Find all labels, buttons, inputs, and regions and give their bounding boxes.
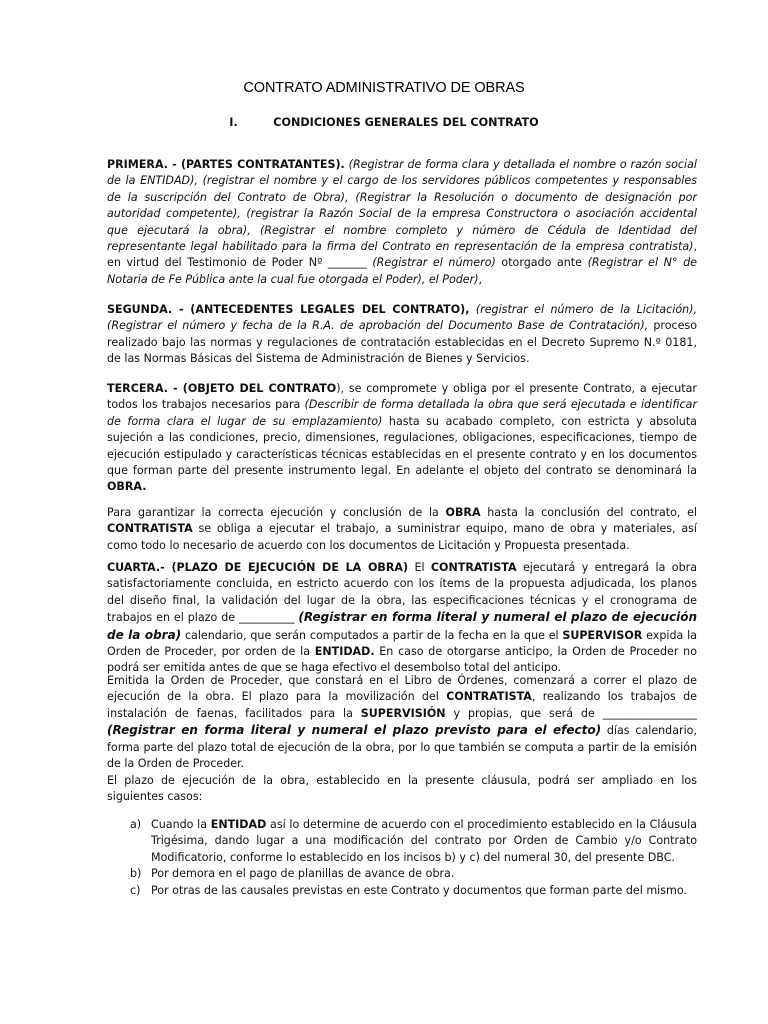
paragraph-garantia-text-2: hasta la conclusión del contrato, el xyxy=(487,506,698,519)
paragraph-garantia-contratista: CONTRATISTA xyxy=(107,522,193,536)
clause-segunda-instruction-tender: (registrar el número de la Licitación), xyxy=(475,303,697,316)
list-item xyxy=(130,883,697,899)
paragraph-garantia-text-3: se obliga a ejecutar el trabajo, a suministrar equipo, mano de obra y materiales, así como todo lo necesario de acuerdo con los documentos de Licitación y Propuesta presentada. xyxy=(107,522,698,552)
paragraph-orden-proceder xyxy=(107,673,697,772)
paragraph-orden-supervision: SUPERVISIÓN xyxy=(360,706,446,720)
list-marker-a: a) xyxy=(130,818,142,831)
clause-primera-text-2: otorgado ante xyxy=(501,256,582,270)
clause-tercera-text-2: hasta su acabado completo, con estricta y absoluta sujeción a las condiciones, precio, dimensiones, regulaciones, obligaciones, especificaciones, tiempo de ejecución estipulado y características técnicas establecidas en el presente contrato y en los documentos que forman parte del presente instrumento legal. En adelante el objeto del contrato se denominará la xyxy=(107,414,697,478)
clause-segunda xyxy=(107,302,697,368)
paragraph-orden-text: Emitida la Orden de Proceder, que constará en el Libro de Órdenes, comenzará a correr el plazo de ejecución de la obra. El plazo para la movilización del xyxy=(107,674,697,704)
paragraph-orden-text-3: y propias, que será de _________________ xyxy=(453,706,697,720)
list-item-b-text: Por demora en el pago de planillas de avance de obra. xyxy=(151,867,455,881)
clause-tercera-heading: OBJETO DEL CONTRATO xyxy=(187,382,337,395)
clause-cuarta-text-4: expida la Orden de Proceder, por orden de la xyxy=(107,628,697,659)
list-item xyxy=(130,866,697,882)
clause-primera-instruction-parties: (Registrar de forma clara y detallada el nombre o razón social de la ENTIDAD), (registrar el nombre y el cargo de los servidores públicos competentes y responsables de la suscripción del Contrato de Obra), (Registrar la Resolución o documento de designación por autoridad competente), (registrar la Razón Social de la empresa Constructora o asociación accidental que ejecutará la obra), (Registrar el nombre completo y número de Cédula de Identidad del representante legal habilitado para la firma del Contrato en representación de la empresa contratista) xyxy=(107,158,697,254)
clause-primera-instruction-number: (Registrar el número) xyxy=(372,256,496,270)
paragraph-ampliacion-text: El plazo de ejecución de la obra, establecido en la presente cláusula, podrá ser ampliado en los siguientes casos: xyxy=(107,774,697,804)
clause-cuarta xyxy=(107,560,697,677)
clause-primera-instruction-notary: (Registrar el N° de Notaria de Fe Pública ante la cual fue otorgada el Poder), el Poder) xyxy=(107,256,697,286)
paragraph-garantia-obra: OBRA xyxy=(445,506,481,519)
clause-tercera-instruction: (Describir de forma detallada la obra que será ejecutada e identificar de forma clara el lugar de su emplazamiento) xyxy=(107,398,698,428)
paragraph-ampliacion xyxy=(107,773,697,806)
document-title: CONTRATO ADMINISTRATIVO DE OBRAS xyxy=(243,80,525,96)
paragraph-orden-contratista: CONTRATISTA xyxy=(446,690,532,704)
section-title: CONDICIONES GENERALES DEL CONTRATO xyxy=(273,116,539,129)
paragraph-orden-instruction: (Registrar en forma literal y numeral el plazo previsto para el efecto) xyxy=(107,723,602,738)
list-item-a-text: Cuando la xyxy=(151,818,208,831)
clause-cuarta-entidad: ENTIDAD. xyxy=(314,645,375,659)
list-item-a-text-2: así lo determine de acuerdo con el procedimiento establecido en la Cláusula Trigésima, dando lugar a una modificación del contrato por Orden de Cambio y/o Contrato Modificatorio, conforme lo establecido en los incisos b) y c) del numeral 30, del presente DBC. xyxy=(151,818,698,864)
paragraph-orden-text-4: días calendario, forma parte del plazo total de ejecución de la obra, por lo que también se computa a partir de la emisión de la Orden de Proceder. xyxy=(107,724,697,771)
list-item-c-text: Por otras de las causales previstas en este Contrato y documentos que forman parte del mismo. xyxy=(151,883,687,897)
clause-primera-text: , en virtud del Testimonio de Poder Nº _______ xyxy=(107,240,697,270)
clause-cuarta-text-2: ejecutará y entregará la obra satisfactoriamente concluida, en estricto acuerdo con los ítems de la propuesta adjudicada, los planos del diseño final, la validación del lugar de la obra, las especificaciones técnicas y el cronograma de trabajos en el plazo de __________ xyxy=(107,561,697,625)
clause-cuarta-contratista: CONTRATISTA xyxy=(430,561,517,574)
clause-segunda-text: proceso realizado bajo las normas y regulaciones de contratación establecidas en el Decreto Supremo N.º 0181, de las Normas Básicas del Sistema de Administración de Bienes y Servicios. xyxy=(107,319,697,366)
clause-primera-text-3: , xyxy=(478,272,483,286)
section-number: I. xyxy=(229,116,238,129)
section-heading xyxy=(0,115,768,131)
clause-tercera-obra: OBRA. xyxy=(107,480,147,494)
paragraph-garantia xyxy=(107,505,697,554)
paragraph-garantia-text: Para garantizar la correcta ejecución y conclusión de la xyxy=(107,506,439,519)
clause-cuarta-heading: CUARTA.- (PLAZO DE EJECUCIÓN DE LA OBRA) xyxy=(107,561,409,574)
clause-cuarta-text-5: En caso de otorgarse anticipo, la Orden de Proceder no podrá ser emitida antes de que se haga efectivo el desembolso total del anticipo. xyxy=(107,645,697,675)
clause-segunda-heading: SEGUNDA. - (ANTECEDENTES LEGALES DEL CONTRATO), xyxy=(107,303,470,316)
clause-primera-heading: PRIMERA. - (PARTES CONTRATANTES). xyxy=(107,158,345,171)
list-marker-b: b) xyxy=(130,867,142,881)
clause-tercera xyxy=(107,381,697,496)
list-item-a-entidad: ENTIDAD xyxy=(210,818,267,831)
clause-tercera-heading-prefix: TERCERA. - ( xyxy=(107,382,188,395)
cases-list xyxy=(130,817,697,899)
clause-cuarta-text: El xyxy=(414,561,425,574)
paragraph-orden-text-2: , realizando los trabajos de instalación de faenas, facilitados para la xyxy=(107,690,697,720)
clause-cuarta-supervisor: SUPERVISOR xyxy=(562,628,643,642)
clause-primera xyxy=(107,157,697,288)
list-marker-c: c) xyxy=(130,883,141,897)
clause-cuarta-text-3: calendario, que serán computados a partir de la fecha en la que el xyxy=(184,628,559,642)
clause-tercera-text: ), se compromete y obliga por el presente Contrato, a ejecutar todos los trabajos necesarios para xyxy=(107,382,697,412)
list-item xyxy=(130,817,697,866)
clause-cuarta-instruction: (Registrar en forma literal y numeral el plazo de ejecución de la obra) xyxy=(107,610,697,642)
clause-segunda-instruction-ra: (Registrar el número y fecha de la R.A. de aprobación del Documento Base de Contratación), xyxy=(107,319,649,333)
